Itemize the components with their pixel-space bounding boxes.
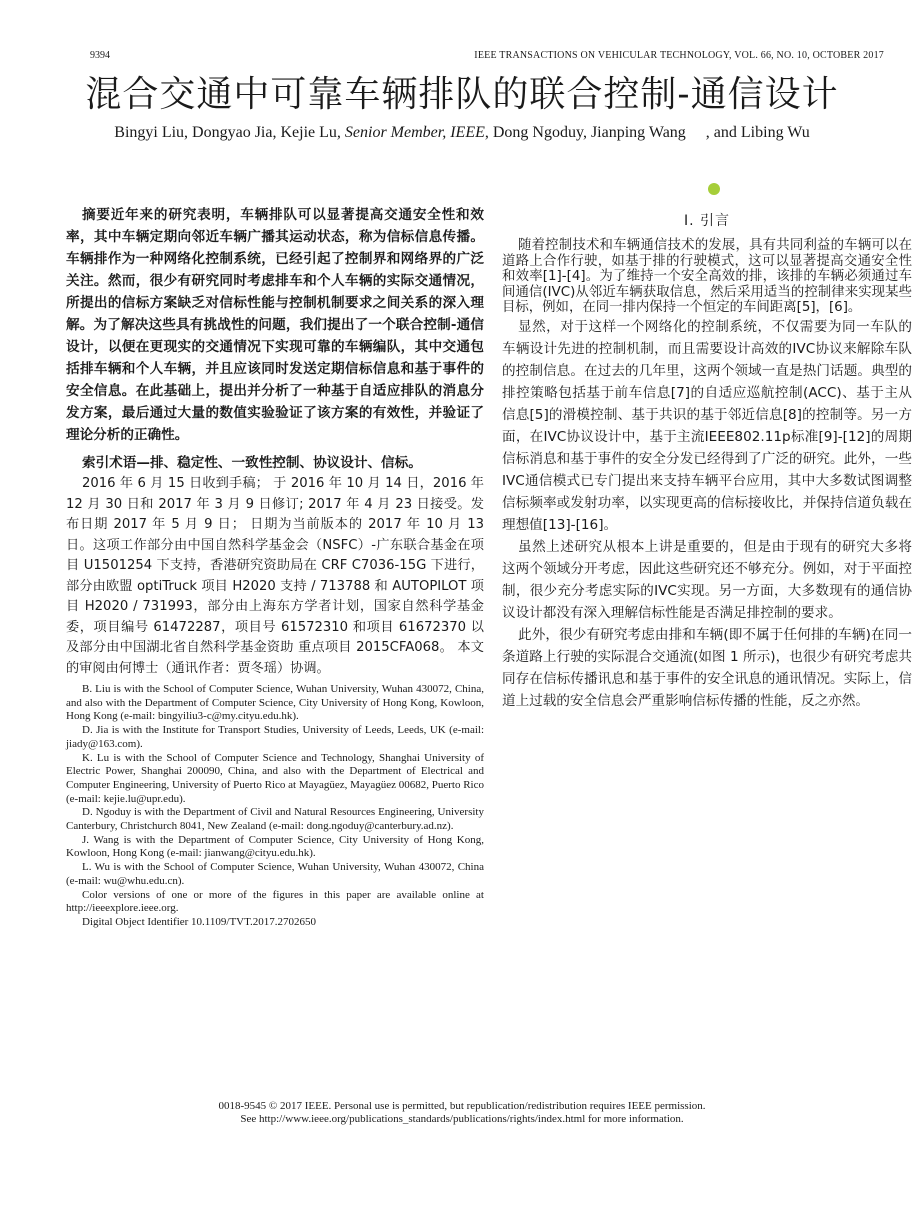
author-role: , Senior Member, IEEE xyxy=(336,124,485,141)
orcid-icon[interactable] xyxy=(708,183,720,195)
index-terms xyxy=(66,452,484,474)
affiliations xyxy=(66,683,484,930)
section-heading: I. 引言 xyxy=(683,213,731,229)
index-terms-label: 索引术语 xyxy=(82,455,137,471)
copyright-line: 0018-9545 © 2017 IEEE. Personal use is permitted, but republication/redistribution requires IEEE permission. xyxy=(218,1100,706,1112)
abstract-text: 近年来的研究表明，车辆排队可以显著提高交通安全性和效率，其中车辆定期向邻近车辆广播其运动状态，称为信标信息传播。车辆排作为一种网络化控制系统，已经引起了控制界和网络界的广泛关注。然而，很少有研究同时考虑排车和个人车辆的实际交通情况，所提出的信标方案缺乏对信标性能与控制机制要求之间关系的深入理解。为了解决这些具有挑战性的问题，我们提出了一个联合控制-通信设计，以便在更现实的交通情况下实现可靠的车辆编队，其中交通包括排车辆和个人车辆，并且应该同时发送定期信标信息和基于事件的安全信息。在此基础上，提出并分析了一种基于自适应排队的消息分发方案，最后通过大量的数值实验验证了该方案的有效性，并验证了理论分析的正确性。 xyxy=(66,207,485,443)
affiliation-item: B. Liu is with the School of Computer Science, Wuhan University, Wuhan 430072, China, and also with the Department of Computer Science, City University of Hong Kong, Kowloon, Hong Kong (e-mail: bingyiliu3-c@my.cityu.edu.hk). xyxy=(66,683,484,723)
authors-part-1: Bingyi Liu, Dongyao Jia, Kejie Lu xyxy=(114,124,337,141)
affiliation-item: K. Lu is with the School of Computer Science and Technology, Shanghai University of Electric Power, Shanghai 200090, China, and also with the Department of Electrical and Computer Engineering, University of Puerto Rico at Mayagüez, Mayagüez 00682, Puerto Rico (e-mail: kejie.lu@upr.edu). xyxy=(66,751,484,805)
paper-title: 混合交通中可靠车辆排队的联合控制-通信设计 xyxy=(85,74,839,115)
journal-header: IEEE TRANSACTIONS ON VEHICULAR TECHNOLOGY, VOL. 66, NO. 10, OCTOBER 2017 xyxy=(474,50,884,61)
abstract xyxy=(66,204,484,446)
page-number: 9394 xyxy=(90,50,110,61)
affiliation-item: D. Jia is with the Institute for Transport Studies, University of Leeds, Leeds, UK (e-mail: jiady@163.com). xyxy=(66,724,484,750)
affiliation-item: D. Ngoduy is with the Department of Civil and Natural Resources Engineering, University Canterbury, Christchurch 8041, New Zealand (e-mail: dong.ngoduy@canterbury.ad.nz). xyxy=(66,806,484,833)
affiliation-item: J. Wang is with the Department of Computer Science, City University of Hong Kong, Kowloon, Hong Kong (e-mail: jianwang@cityu.edu.hk). xyxy=(66,833,484,860)
index-terms-text: —排、稳定性、一致性控制、协议设计、信标。 xyxy=(136,455,422,471)
right-column xyxy=(502,204,912,712)
affiliation-item: L. Wu is with the School of Computer Science, Wuhan University, Wuhan 430072, China (e-mail: wu@whu.edu.cn). xyxy=(66,861,484,887)
color-versions-note: Color versions of one or more of the figures in this paper are available online at http://ieeexplore.ieee.org. xyxy=(66,888,484,915)
received-note: 2016 年 6 月 15 日收到手稿； 于 2016 年 10 月 14 日，2016 年 12 月 30 日和 2017 年 3 月 9 日修订; 2017 年 4 月 23 日接受。发布日期 2017 年 5 月 9 日； 日期为当前版本的 2017 年 10 月 13 日。这项工作部分由中国自然科学基金会（NSFC）-广东联合基金在项目 U1501254 下支持，香港研究资助局在 CRF C7036-15G 下进行，部分由欧盟 optiTruck 项目 H2020 支持 / 713788 和 AUTOPILOT 项目 H2020 / 731993，部分由上海东方学者计划，国家自然科学基金委，项目编号 61472287，项目号 61572310 和项目 61672370 以及部分由中国湖北省自然科学基金资助 重点项目 2015CFA068。 本文的审阅由何博士（通讯作者：贾冬瑶）协调。 xyxy=(66,476,484,676)
intro-paragraph-1: 随着控制技术和车辆通信技术的发展，具有共同利益的车辆可以在道路上合作行驶，如基于排的行驶模式，这可以显著提高交通安全性和效率[1]-[4]。为了维持一个安全高效的排，该排的车辆必须通过车间通信(IVC)从邻近车辆获取信息，然后采用适当的控制律来实现某些目标，例如，在同一排内保持一个恒定的车间距离[5]，[6]。 xyxy=(502,238,912,315)
authors-part-2: , Dong Ngoduy, Jianping Wang , and Libing Wu xyxy=(484,124,810,141)
abstract-label: 摘要 xyxy=(82,207,111,223)
author-list xyxy=(0,124,924,142)
permissions-link[interactable]: See http://www.ieee.org/publications_standards/publications/rights/index.html for more information. xyxy=(240,1113,684,1125)
intro-paragraph-4: 此外，很少有研究考虑由排和车辆(即不属于任何排的车辆)在同一条道路上行驶的实际混合交通流(如图 1 所示)，也很少有研究考虑共同存在信标传播讯息和基于事件的安全讯息的通讯情况。实际上，信道上过载的安全信息会严重影响信标传播的性能，反之亦然。 xyxy=(502,626,912,709)
left-column xyxy=(66,204,484,930)
copyright-footer xyxy=(0,1100,924,1126)
intro-paragraph-3: 虽然上述研究从根本上讲是重要的，但是由于现有的研究大多将这两个领域分开考虑，因此这些研究还不够充分。例如，对于平面控制，很少充分考虑实际的IVC实现。另一方面，大多数现有的通信协议设计都没有深入理解信标性能是否满足排控制的要求。 xyxy=(502,538,912,621)
intro-paragraph-2: 显然，对于这样一个网络化的控制系统，不仅需要为同一车队的车辆设计先进的控制机制，而且需要设计高效的IVC协议来解除车队的控制信息。在过去的几年里，这两个领域一直是热门话题。典型的排控策略包括基于前车信息[7]的自适应巡航控制(ACC)、基于主从信息[5]的滑模控制、基于共识的基于邻近信息[8]的控制等。另一方面，在IVC协议设计中，基于主流IEEE802.11p标准[9]-[12]的周期信标消息和基于事件的安全分发已经得到了广泛的研究。此外，一些IVC通信模式已专门提出来支持车辆平台应用，其中大多数试图调整信标频率或发射功率，以实现更高的信标接收比，并保持信道负载在理想值[13]-[16]。 xyxy=(502,318,912,533)
doi-note: Digital Object Identifier 10.1109/TVT.2017.2702650 xyxy=(82,915,317,928)
